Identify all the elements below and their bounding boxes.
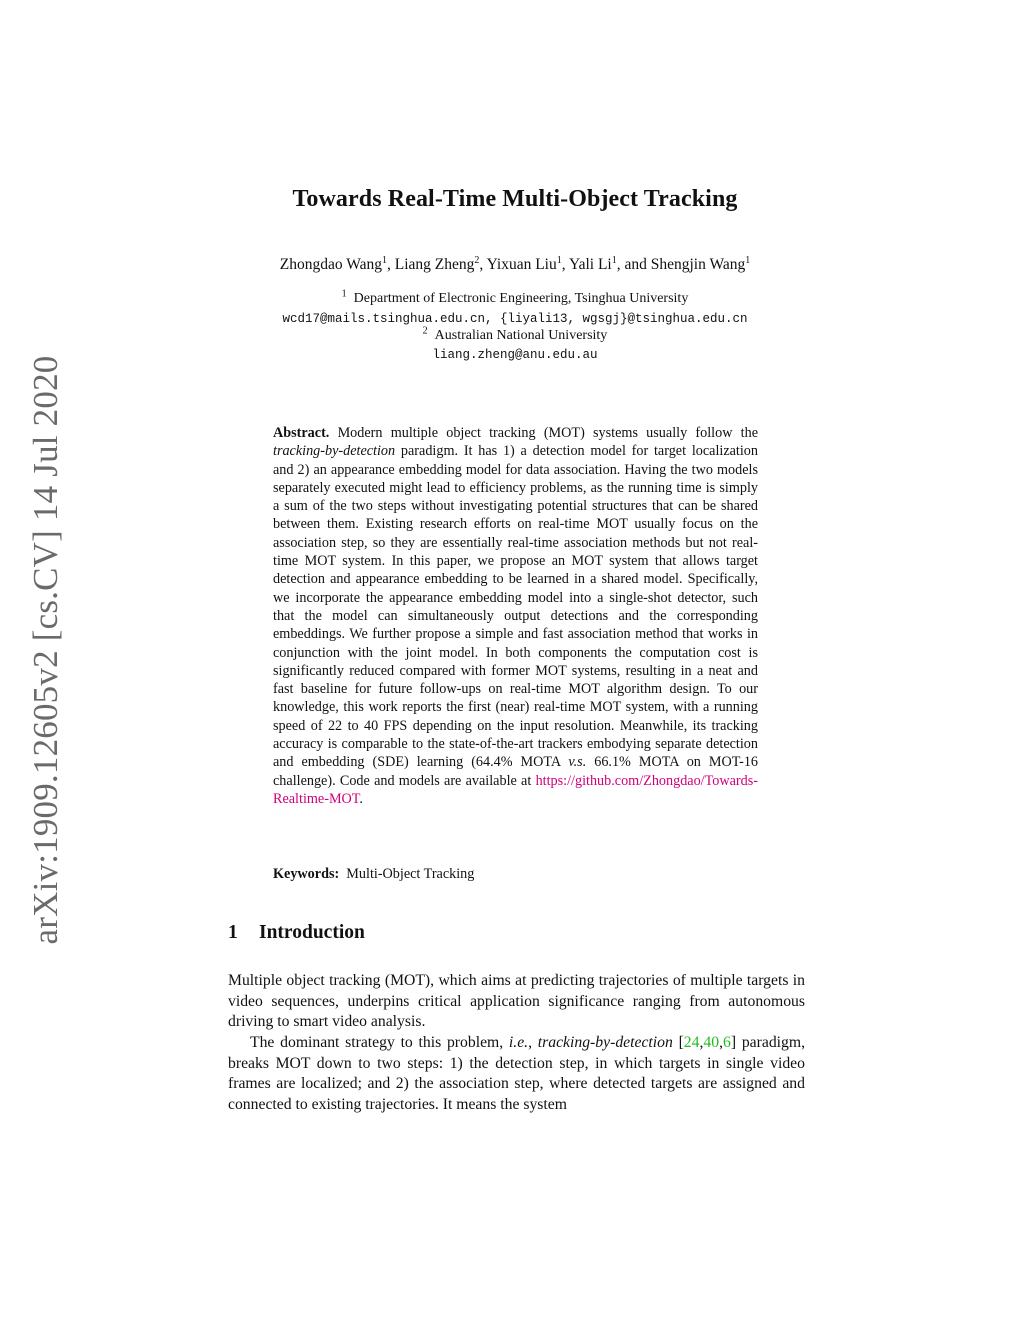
author-separator: ,: [386, 256, 395, 273]
paragraph-emphasis: tracking-by-detection: [537, 1034, 673, 1051]
paper-title: Towards Real-Time Multi-Object Tracking: [292, 186, 738, 212]
paragraph-text: ] paradigm, breaks MOT down to two steps: 1) the detection step, in which targets in single video frames are localized; and 2) the association step, where detected targets are assigned and connected to existing trajectories. It means the system: [228, 1034, 806, 1113]
abstract-text: .: [359, 790, 363, 807]
abstract: [273, 424, 758, 808]
author-separator: , and: [616, 256, 651, 273]
intro-paragraph-2: [228, 1033, 805, 1115]
author-affiliation-marker: 2: [474, 254, 480, 266]
abstract-label: Abstract.: [273, 425, 330, 441]
paragraph-emphasis: i.e.: [508, 1034, 529, 1051]
keywords-value: Multi-Object Tracking: [346, 866, 475, 882]
author-list: [0, 256, 1024, 274]
abstract-emphasis: v.s.: [568, 754, 587, 771]
abstract-text: paradigm. It has 1) a detection model for target localization and 2) an appearance embedding model for data association. Having the two models separately executed might lead to efficiency problems, as the running time is simply a sum of the two steps without investigating potential structures that can be shared between them. Existing research efforts on real-time MOT usually focus on the association step, so they are essentially real-time association methods but not real-time MOT system. In this paper, we propose an MOT system that allows target detection and appearance embedding to be learned in a shared model. Specifically, we incorporate the appearance embedding model into a single-shot detector, such that the model can simultaneously output detections and the corresponding embeddings. We further propose a simple and fast association method that works in conjunction with the joint model. In both components the computation cost is significantly reduced compared with former MOT systems, resulting in a neat and fast baseline for future follow-ups on real-time MOT algorithm design. To our knowledge, this work reports the first (near) real-time MOT system, with a running speed of 22 to 40 FPS depending on the input resolution. Meanwhile, its tracking accuracy is comparable to the state-of-the-art trackers embodying separate detection and embedding (SDE) learning (64.4% MOTA: [273, 443, 758, 771]
citation-separator: ,: [719, 1034, 724, 1051]
affiliation-2: [0, 325, 1024, 344]
affiliation-name: Australian National University: [434, 328, 608, 343]
arxiv-identifier-stamp: arXiv:1909.12605v2 [cs.CV] 14 Jul 2020: [26, 355, 65, 945]
author-affiliation-marker: 1: [611, 254, 617, 266]
keywords: [273, 866, 474, 883]
intro-paragraph-1: Multiple object tracking (MOT), which aims at predicting trajectories of multiple targets in video sequences, underpins critical application significance ranging from autonomous driving to smart video analysis.: [228, 972, 805, 1031]
keywords-label: Keywords:: [273, 866, 340, 882]
abstract-text: 66.1% MOTA on MOT-16 challenge). Code and models are available at: [273, 754, 759, 789]
author-separator: ,: [561, 256, 569, 273]
affiliation-1-emails: wcd17@mails.tsinghua.edu.cn, {liyali13, wgsgj}@tsinghua.edu.cn: [282, 312, 748, 326]
paragraph-text: ,: [528, 1034, 538, 1051]
author-name: Shengjin Wang: [650, 256, 746, 273]
citation-link[interactable]: 24: [683, 1034, 700, 1051]
section-heading: [228, 922, 365, 944]
author-separator: ,: [479, 256, 487, 273]
affiliation-2-email: liang.zheng@anu.edu.au: [432, 348, 598, 362]
author-affiliation-marker: 1: [556, 254, 562, 266]
abstract-emphasis: tracking-by-detection: [273, 443, 396, 460]
code-repository-link[interactable]: https://github.com/Zhongdao/Towards-Realtime-MOT: [273, 772, 758, 807]
citation-separator: ,: [699, 1034, 704, 1051]
citation-link[interactable]: 40: [703, 1034, 720, 1051]
affiliation-number: 2: [422, 325, 428, 337]
abstract-text: Modern multiple object tracking (MOT) systems usually follow the: [329, 425, 758, 441]
paragraph-text: The dominant strategy to this problem,: [250, 1034, 509, 1051]
section-number: 1: [228, 922, 238, 943]
affiliation-1: [0, 288, 1024, 307]
affiliation-number: 1: [341, 288, 347, 300]
paragraph-text: [: [672, 1034, 684, 1051]
citation-link[interactable]: 6: [723, 1034, 731, 1051]
author-name: Yixuan Liu: [486, 256, 557, 273]
author-name: Liang Zheng: [394, 256, 475, 273]
author-affiliation-marker: 1: [381, 254, 387, 266]
section-title: Introduction: [259, 922, 365, 943]
author-name: Yali Li: [568, 256, 612, 273]
author-affiliation-marker: 1: [745, 254, 751, 266]
author-name: Zhongdao Wang: [279, 256, 382, 273]
affiliation-name: Department of Electronic Engineering, Tsinghua University: [353, 291, 689, 306]
